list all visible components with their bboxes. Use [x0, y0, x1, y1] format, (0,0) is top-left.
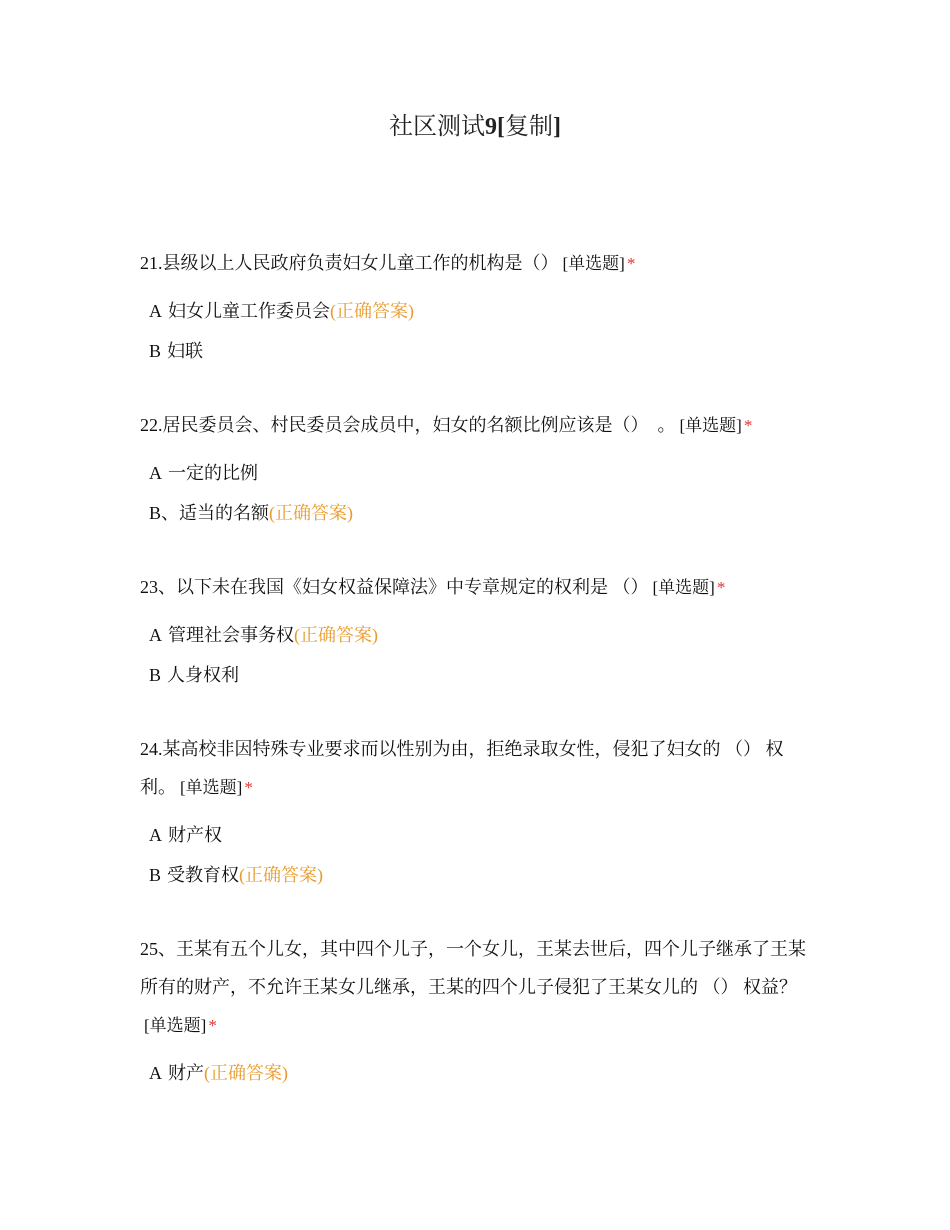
title-suffix: 复制 [505, 114, 553, 140]
question-22 [140, 406, 812, 533]
correct-answer-tag: (正确答案) [294, 625, 378, 645]
option-letter: B [149, 503, 162, 523]
required-mark: * [716, 578, 726, 597]
question-text [140, 568, 812, 607]
question-stem: 23、以下未在我国《妇女权益保障法》中专章规定的权利是 （） [140, 577, 649, 597]
question-stem: 25、王某有五个儿女，其中四个儿子，一个女儿，王某去世后，四个儿子继承了王某所有的财产，不允许王某女儿继承，王某的四个儿子侵犯了王某女儿的 （） 权益？ [140, 939, 806, 997]
correct-answer-tag: (正确答案) [204, 1063, 288, 1083]
question-24 [140, 730, 812, 895]
title-close-bracket: ] [553, 114, 561, 140]
option-text: 人身权利 [167, 665, 240, 685]
required-mark: * [743, 416, 753, 435]
option-b[interactable] [149, 493, 812, 533]
question-23 [140, 568, 812, 695]
option-letter: A [149, 825, 162, 845]
correct-answer-tag: (正确答案) [239, 865, 324, 885]
question-text [140, 244, 812, 283]
question-25 [140, 930, 812, 1093]
page-title [0, 110, 950, 144]
option-text: 妇联 [167, 341, 204, 361]
option-b[interactable] [149, 331, 812, 371]
option-text: 妇女儿童工作委员会 [168, 301, 330, 321]
question-type: [单选题] [144, 1016, 207, 1035]
option-letter: A [149, 625, 162, 645]
option-letter: A [149, 1063, 162, 1083]
title-number: 9[ [485, 114, 505, 140]
required-mark: * [626, 254, 636, 273]
option-b[interactable] [149, 855, 812, 895]
option-a[interactable] [149, 1053, 812, 1093]
question-21 [140, 244, 812, 371]
option-a[interactable] [149, 453, 812, 493]
correct-answer-tag: (正确答案) [269, 503, 354, 523]
option-letter: A [149, 301, 162, 321]
option-letter: B [149, 341, 162, 361]
option-a[interactable] [149, 815, 812, 855]
title-main: 社区测试 [389, 114, 485, 140]
question-text [140, 730, 812, 807]
required-mark: * [244, 778, 253, 797]
question-type: [单选题] [180, 778, 243, 797]
option-a[interactable] [149, 615, 812, 655]
option-letter: B [149, 865, 162, 885]
option-text: 受教育权 [167, 865, 240, 885]
question-type: [单选题] [679, 416, 742, 435]
option-b[interactable] [149, 655, 812, 695]
option-letter: A [149, 463, 162, 483]
required-mark: * [208, 1016, 217, 1035]
option-text: 财产权 [168, 825, 222, 845]
option-text: 一定的比例 [168, 463, 258, 483]
question-type: [单选题] [562, 254, 625, 273]
option-text: 、适当的名额 [161, 503, 270, 523]
option-text: 财产 [168, 1063, 204, 1083]
question-text [140, 406, 812, 445]
option-a[interactable] [149, 291, 812, 331]
question-stem: 24.某高校非因特殊专业要求而以性别为由，拒绝录取女性，侵犯了妇女的 （） 权利。 [140, 739, 784, 797]
option-letter: B [149, 665, 162, 685]
question-type: [单选题] [652, 578, 715, 597]
question-stem: 21.县级以上人民政府负责妇女儿童工作的机构是（） [140, 253, 559, 273]
option-text: 管理社会事务权 [168, 625, 294, 645]
question-text [140, 930, 812, 1045]
correct-answer-tag: (正确答案) [330, 301, 414, 321]
question-stem: 22.居民委员会、村民委员会成员中，妇女的名额比例应该是（） 。 [140, 415, 676, 435]
